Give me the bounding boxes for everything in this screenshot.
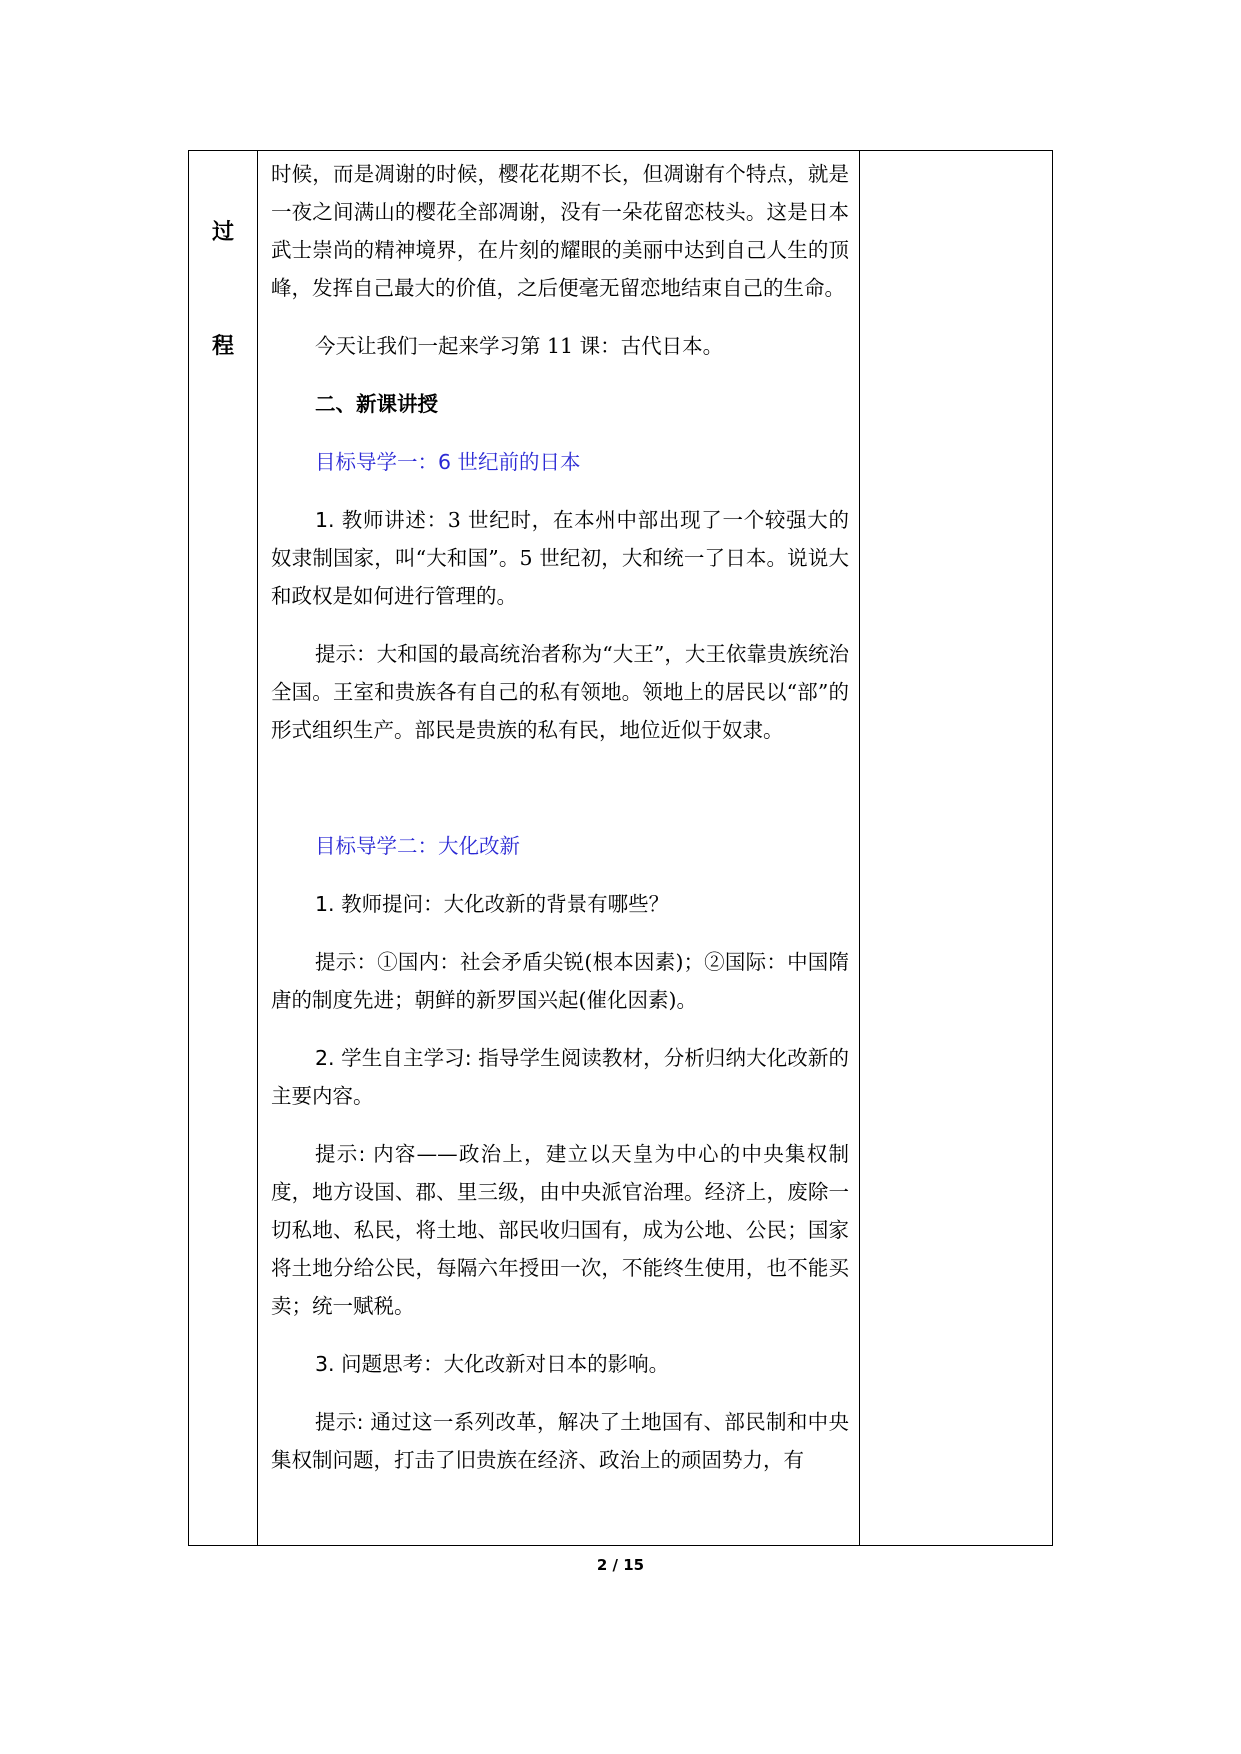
- label-char-cheng: 程: [211, 334, 234, 359]
- intro-paragraph: 时候，而是凋谢的时候，樱花花期不长，但凋谢有个特点，就是一夜之间满山的樱花全部凋谢，没有一朵花留恋枝头。这是日本武士崇尚的精神境界，在片刻的耀眼的美丽中达到自己人生的顶峰，发挥自己最大的价值，之后便毫无留恋地结束自己的生命。: [271, 162, 849, 300]
- goal2-hint2: [271, 1135, 849, 1325]
- today-lesson-line: 今天让我们一起来学习第 11 课：古代日本。: [315, 334, 724, 358]
- goal2-hint1: [271, 943, 849, 1019]
- goal2-item2-label: 2. 学生自主学习:: [315, 1046, 472, 1070]
- goal2-item1-label: 1. 教师提问：: [315, 892, 444, 916]
- page-number: 2 / 15: [596, 1556, 645, 1574]
- section-heading-new-lesson: 二、新课讲授: [315, 392, 438, 416]
- goal2-item2-text: 指导学生阅读教材，分析归纳大化改新的主要内容。: [271, 1046, 850, 1108]
- goal2-hint1-text: ①国内：社会矛盾尖锐(根本因素)；②国际：中国隋唐的制度先进；朝鲜的新罗国兴起(催化因素)。: [271, 950, 850, 1012]
- goal2-hint1-label: 提示：: [315, 950, 378, 974]
- goal1-hint-text: 大和国的最高统治者称为“大王”，大王依靠贵族统治全国。王室和贵族各有自己的私有领地。领地上的居民以“部”的形式组织生产。部民是贵族的私有民，地位近似于奴隶。: [271, 642, 849, 742]
- content-cell: [271, 151, 849, 1479]
- column-divider-left: [257, 151, 258, 1545]
- goal1-title: 目标导学一：6 世纪前的日本: [315, 450, 581, 474]
- goal1-hint: [271, 635, 849, 749]
- goal1-item1-label: 1. 教师讲述：: [315, 508, 448, 532]
- goal1-item1: [271, 501, 849, 615]
- goal2-hint3-label: 提示:: [315, 1410, 364, 1434]
- goal1-hint-label: 提示：: [315, 642, 377, 666]
- goal2-hint3-text: 通过这一系列改革，解决了土地国有、部民制和中央集权制问题，打击了旧贵族在经济、政治上的顽固势力，有: [271, 1410, 849, 1472]
- label-char-guo: 过: [211, 220, 234, 245]
- goal2-hint3: [271, 1403, 849, 1479]
- goal2-item1: [271, 885, 849, 923]
- column-divider-right: [859, 151, 860, 1545]
- goal2-hint2-label: 提示:: [315, 1142, 366, 1166]
- goal2-title: 目标导学二：大化改新: [315, 834, 520, 858]
- lesson-table: [188, 150, 1053, 1546]
- goal2-item1-text: 大化改新的背景有哪些？: [443, 892, 670, 916]
- goal2-item2: [271, 1039, 849, 1115]
- goal1-item1-text: 3 世纪时，在本州中部出现了一个较强大的奴隶制国家，叫“大和国”。5 世纪初，大和统一了日本。说说大和政权是如何进行管理的。: [271, 508, 849, 608]
- goal2-item3-label: 3. 问题思考：: [315, 1352, 444, 1376]
- goal2-item3-text: 大化改新对日本的影响。: [443, 1352, 670, 1376]
- goal2-hint2-text: 内容——政治上，建立以天皇为中心的中央集权制度，地方设国、郡、里三级，由中央派官治理。经济上，废除一切私地、私民，将土地、部民收归国有，成为公地、公民；国家将土地分给公民，每隔六年授田一次，不能终生使用，也不能买卖；统一赋税。: [271, 1142, 849, 1318]
- goal2-item3: [271, 1345, 849, 1383]
